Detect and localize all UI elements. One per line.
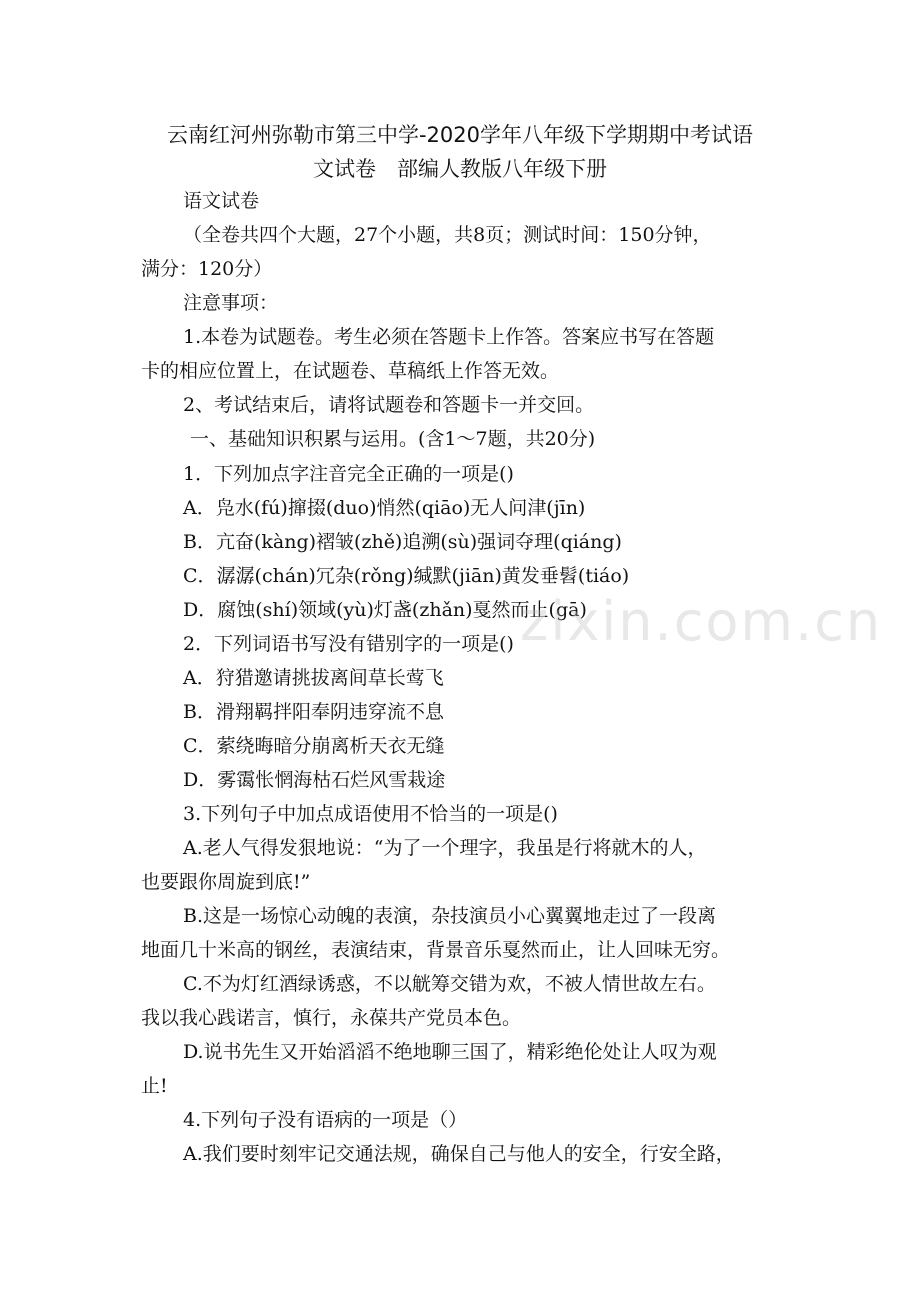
question-option: A．狩猎邀请挑拔离间草长莺飞 (183, 667, 444, 689)
question-option-continued: 我以我心践诺言，慎行，永葆共产党员本色。 (141, 1007, 522, 1029)
question-option: B.这是一场惊心动魄的表演，杂技演员小心翼翼地走过了一段离 (183, 905, 717, 927)
question-option: A.老人气得发狠地说：“为了一个理字，我虽是行将就木的人， (183, 837, 707, 859)
question-stem: 4.下列句子没有语病的一项是（） (183, 1109, 468, 1131)
question-option: C．潺潺(chán)冗杂(rǒng)缄默(jiān)黄发垂髫(tiáo) (183, 565, 630, 587)
exam-info-line: 满分：120分） (141, 258, 273, 280)
question-stem: 2．下列词语书写没有错别字的一项是() (183, 633, 514, 655)
notice-item: 2、考试结束后，请将试题卷和答题卡一并交回。 (183, 394, 595, 416)
paper-heading: 语文试卷 (183, 190, 260, 212)
question-option-continued: 也要跟你周旋到底!” (141, 871, 311, 893)
question-option-continued: 止! (141, 1075, 168, 1097)
question-option-continued: 地面几十米高的钢丝，表演结束，背景音乐戛然而止，让人回味无穷。 (141, 939, 731, 961)
question-option: D．雾霭怅惘海枯石烂风雪栽途 (183, 769, 446, 791)
question-option: A．凫水(fú)撺掇(duo)悄然(qiāo)无人问津(jīn) (183, 497, 586, 519)
question-option: B．亢奋(kàng)褶皱(zhě)追溯(sù)强词夺理(qiáng) (183, 531, 622, 553)
question-option: D．腐蚀(shí)领域(yù)灯盏(zhǎn)戛然而止(gā) (183, 599, 587, 621)
question-option: A.我们要时刻牢记交通法规，确保自己与他人的安全，行安全路， (183, 1143, 735, 1165)
question-stem: 3.下列句子中加点成语使用不恰当的一项是() (183, 803, 558, 825)
notice-item: 1.本卷为试题卷。考生必须在答题卡上作答。答案应书写在答题 (183, 326, 715, 348)
section-heading: 一、基础知识积累与运用。(含1～7题，共20分) (190, 428, 596, 450)
notice-heading: 注意事项： (183, 292, 279, 314)
question-stem: 1．下列加点字注音完全正确的一项是() (183, 463, 514, 485)
question-option: C．萦绕晦暗分崩离析天衣无缝 (183, 735, 445, 757)
document-title-line-1: 云南红河州弥勒市第三中学-2020学年八年级下学期期中考试语 (166, 123, 754, 147)
question-option: D.说书先生又开始滔滔不绝地聊三国了，精彩绝伦处让人叹为观 (183, 1041, 717, 1063)
document-title-line-2: 文试卷 部编人教版八年级下册 (313, 157, 607, 181)
question-option: B．滑翔羁拌阳奉阴违穿流不息 (183, 701, 444, 723)
notice-item: 卡的相应位置上，在试题卷、草稿纸上作答无效。 (141, 360, 560, 382)
question-option: C.不为灯红酒绿诱惑，不以觥筹交错为欢，不被人情世故左右。 (183, 973, 716, 995)
watermark-text: zixin.com.cn (520, 590, 883, 653)
exam-info-line: （全卷共四个大题，27个小题，共8页；测试时间：150分钟， (183, 224, 712, 246)
